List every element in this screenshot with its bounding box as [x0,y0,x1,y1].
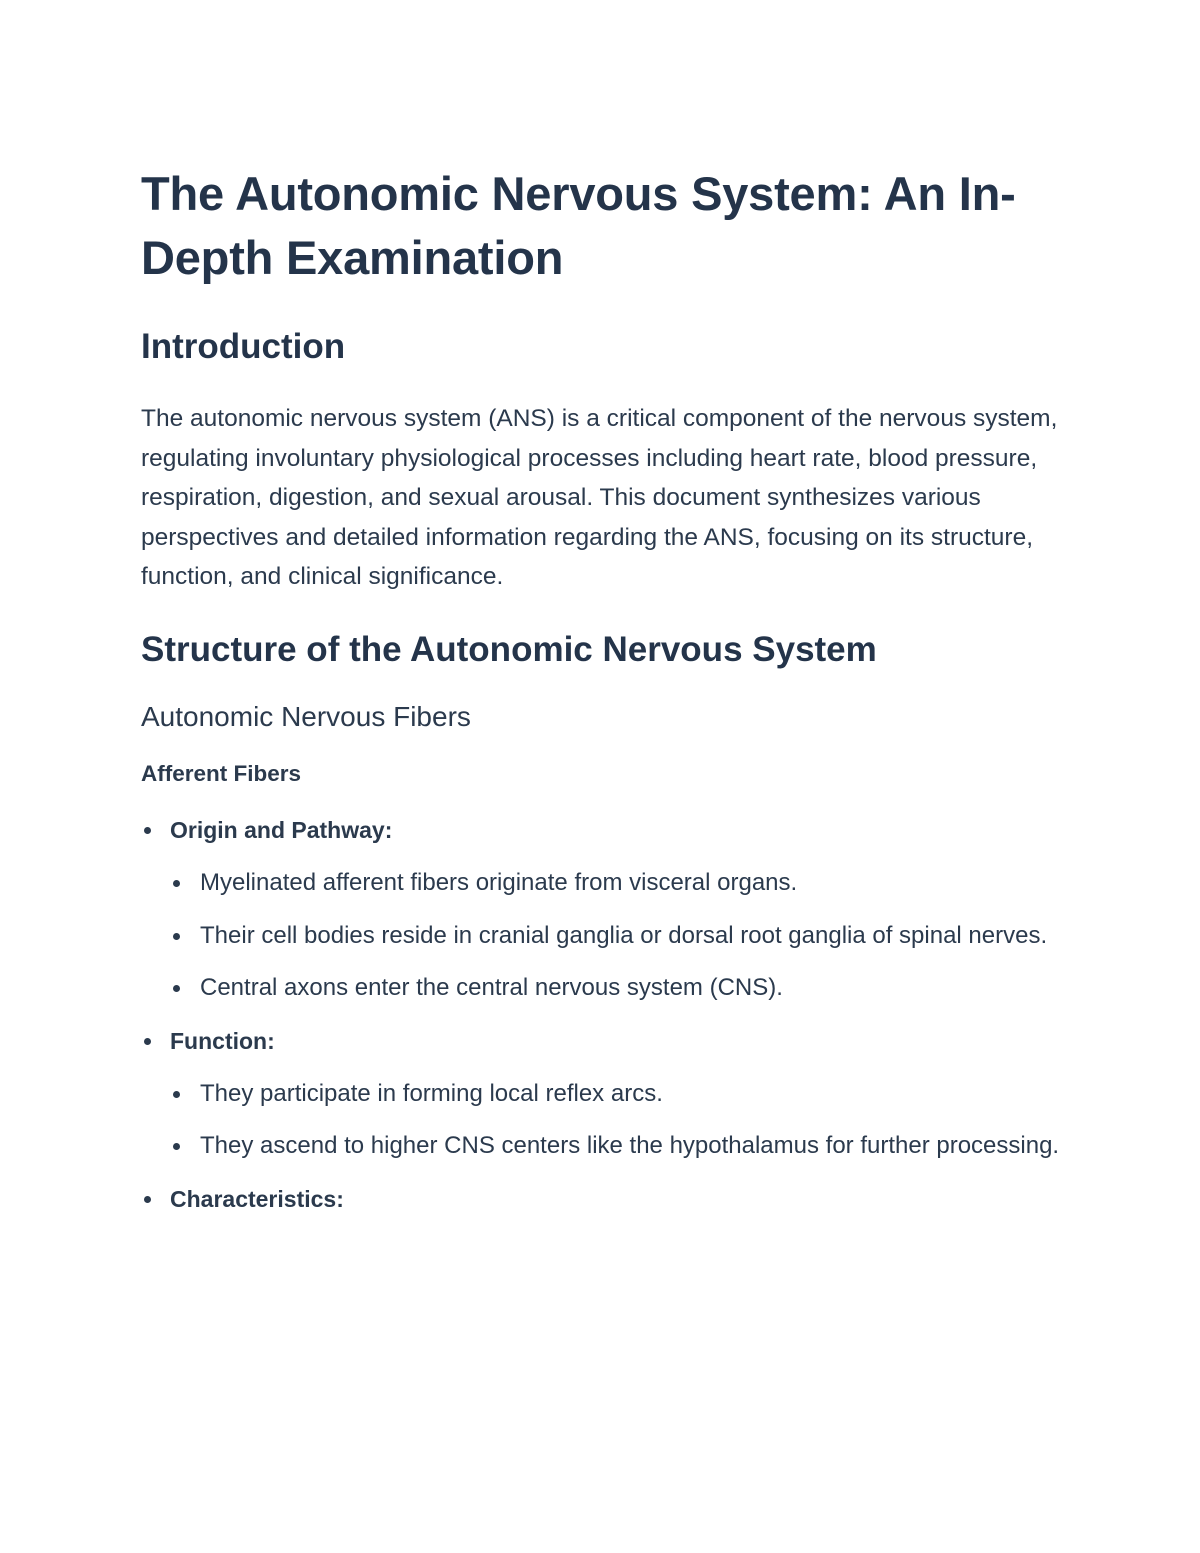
list-item-function [141,1021,1061,1166]
sublist-item [170,1126,1061,1166]
list-item-characteristics [141,1179,1061,1219]
bullet-icon [144,827,151,834]
afferent-fibers-list [141,810,1061,1219]
sublist-item-text: Central axons enter the central nervous system (CNS). [200,974,783,1002]
bullet-icon [173,880,180,887]
bullet-icon [173,985,180,992]
sublist-item-text: Their cell bodies reside in cranial ganglia or dorsal root ganglia of spinal nerves. [200,921,1048,949]
document-title: The Autonomic Nervous System: An In-Depth Examination [141,167,1016,284]
document-page [141,162,1061,1232]
bullet-icon [173,933,180,940]
sublist-item-text: Myelinated afferent fibers originate from visceral organs. [200,868,798,896]
list-item-label: Origin and Pathway: [170,816,393,843]
list-item-label: Function: [170,1027,275,1054]
introduction-paragraph: The autonomic nervous system (ANS) is a critical component of the nervous system, regulating involuntary physiological processes including heart rate, blood pressure, respiration, digestion, and sexual arousal. This document synthesizes various perspectives and detailed information regarding the ANS, focusing on its structure, function, and clinical significance. [141,405,1058,591]
bullet-icon [144,1196,151,1203]
list-item-origin [141,810,1061,1008]
sublist-item-text: They ascend to higher CNS centers like the hypothalamus for further processing. [200,1132,1060,1160]
bullet-icon [173,1143,180,1150]
structure-heading: Structure of the Autonomic Nervous System [141,629,877,669]
sublist-item-text: They participate in forming local reflex arcs. [200,1079,663,1107]
afferent-fibers-heading: Afferent Fibers [141,760,302,786]
sublist-item [170,968,1061,1008]
bullet-icon [173,1091,180,1098]
list-item-label: Characteristics: [170,1185,344,1212]
autonomic-fibers-subheading: Autonomic Nervous Fibers [141,700,471,732]
sublist-item [170,916,1061,956]
origin-sublist [170,863,1061,1008]
sublist-item [170,863,1061,903]
introduction-heading: Introduction [141,327,346,366]
bullet-icon [144,1038,151,1045]
sublist-item [170,1074,1061,1114]
function-sublist [170,1074,1061,1166]
